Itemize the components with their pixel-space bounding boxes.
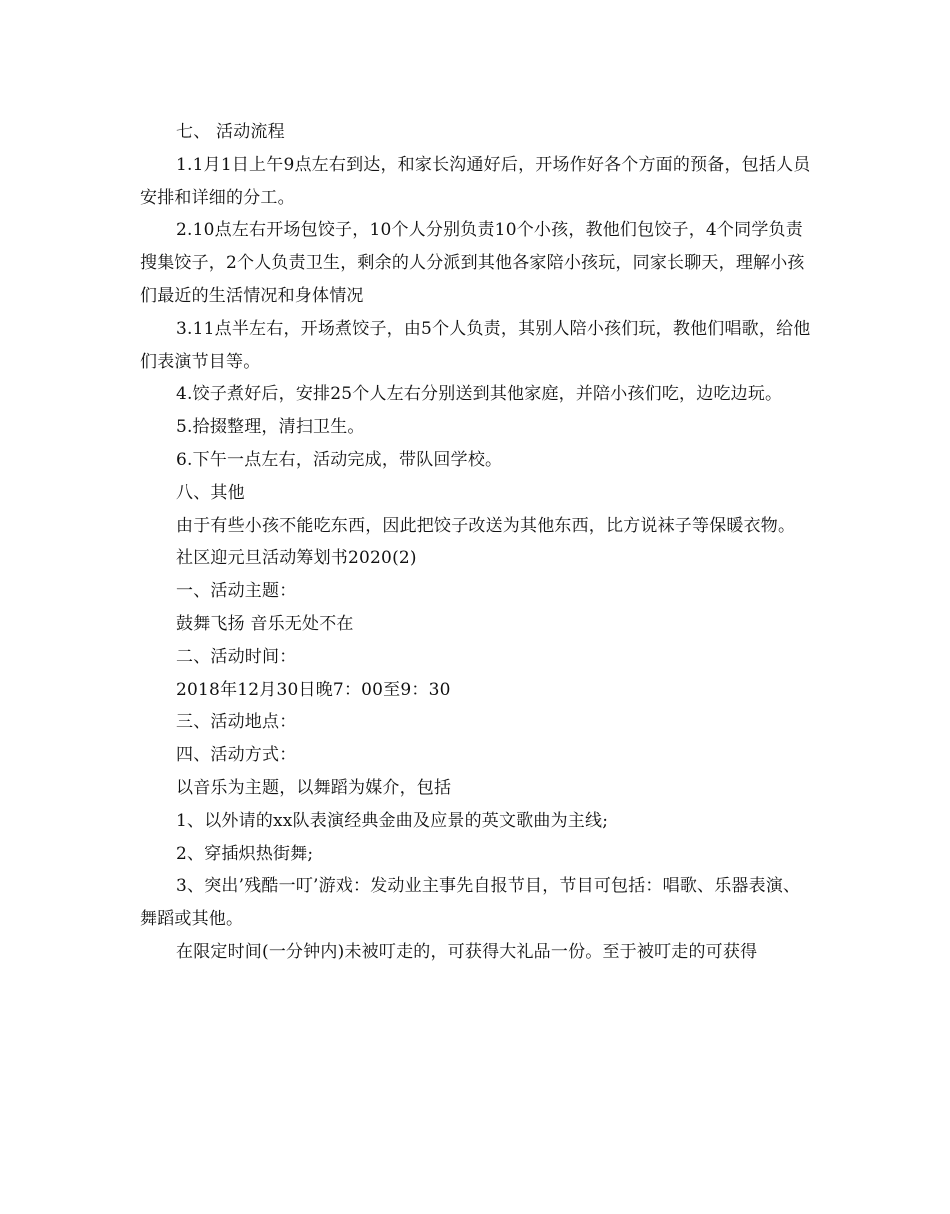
paragraph-method-intro: 以音乐为主题，以舞蹈为媒介，包括 bbox=[176, 777, 452, 798]
section-heading-theme: 一、活动主题： bbox=[176, 581, 297, 602]
section-heading-process: 七、 活动流程 bbox=[176, 122, 285, 142]
paragraph-method-3: 3、突出’残酷一叮’游戏：发动业主事先自报节目，节目可包括：唱歌、乐器表演、舞蹈或其他。 bbox=[140, 876, 801, 930]
paragraph-step-2: 2.10点左右开场包饺子，10个人分别负责10个小孩，教他们包饺子，4个同学负责搜集饺子，2个人负责卫生，剩余的人分派到其他各家陪小孩玩，同家长聊天，理解小孩们最近的生活情况和身体情况 bbox=[140, 220, 805, 306]
paragraph-other-note: 由于有些小孩不能吃东西，因此把饺子改送为其他东西，比方说袜子等保暖衣物。 bbox=[176, 515, 796, 536]
paragraph-step-5: 5.拾掇整理，清扫卫生。 bbox=[176, 417, 365, 438]
paragraph-step-1: 1.1月1日上午9点左右到达，和家长沟通好后，开场作好各个方面的预备，包括人员安排和详细的分工。 bbox=[140, 154, 811, 208]
section-heading-other: 八、其他 bbox=[176, 482, 245, 503]
document-title-2: 社区迎元旦活动筹划书2020(2) bbox=[176, 548, 417, 569]
paragraph-method-rules: 在限定时间(一分钟内)未被叮走的，可获得大礼品一份。至于被叮走的可获得 bbox=[176, 941, 758, 962]
document-body bbox=[140, 116, 812, 969]
paragraph-step-3: 3.11点半左右，开场煮饺子，由5个人负责，其别人陪小孩们玩，教他们唱歌，给他们表演节目等。 bbox=[140, 318, 811, 372]
paragraph-time: 2018年12月30日晚7：00至9：30 bbox=[176, 679, 451, 700]
paragraph-step-6: 6.下午一点左右，活动完成，带队回学校。 bbox=[176, 449, 503, 470]
paragraph-step-4: 4.饺子煮好后，安排25个人左右分别送到其他家庭，并陪小孩们吃，边吃边玩。 bbox=[176, 384, 783, 405]
section-heading-method: 四、活动方式： bbox=[176, 745, 297, 766]
section-heading-location: 三、活动地点： bbox=[176, 712, 297, 733]
paragraph-method-1: 1、以外请的xx队表演经典金曲及应景的英文歌曲为主线; bbox=[176, 810, 609, 831]
section-heading-time: 二、活动时间： bbox=[176, 646, 297, 667]
paragraph-theme: 鼓舞飞扬 音乐无处不在 bbox=[176, 613, 354, 634]
paragraph-method-2: 2、穿插炽热街舞; bbox=[176, 843, 314, 864]
